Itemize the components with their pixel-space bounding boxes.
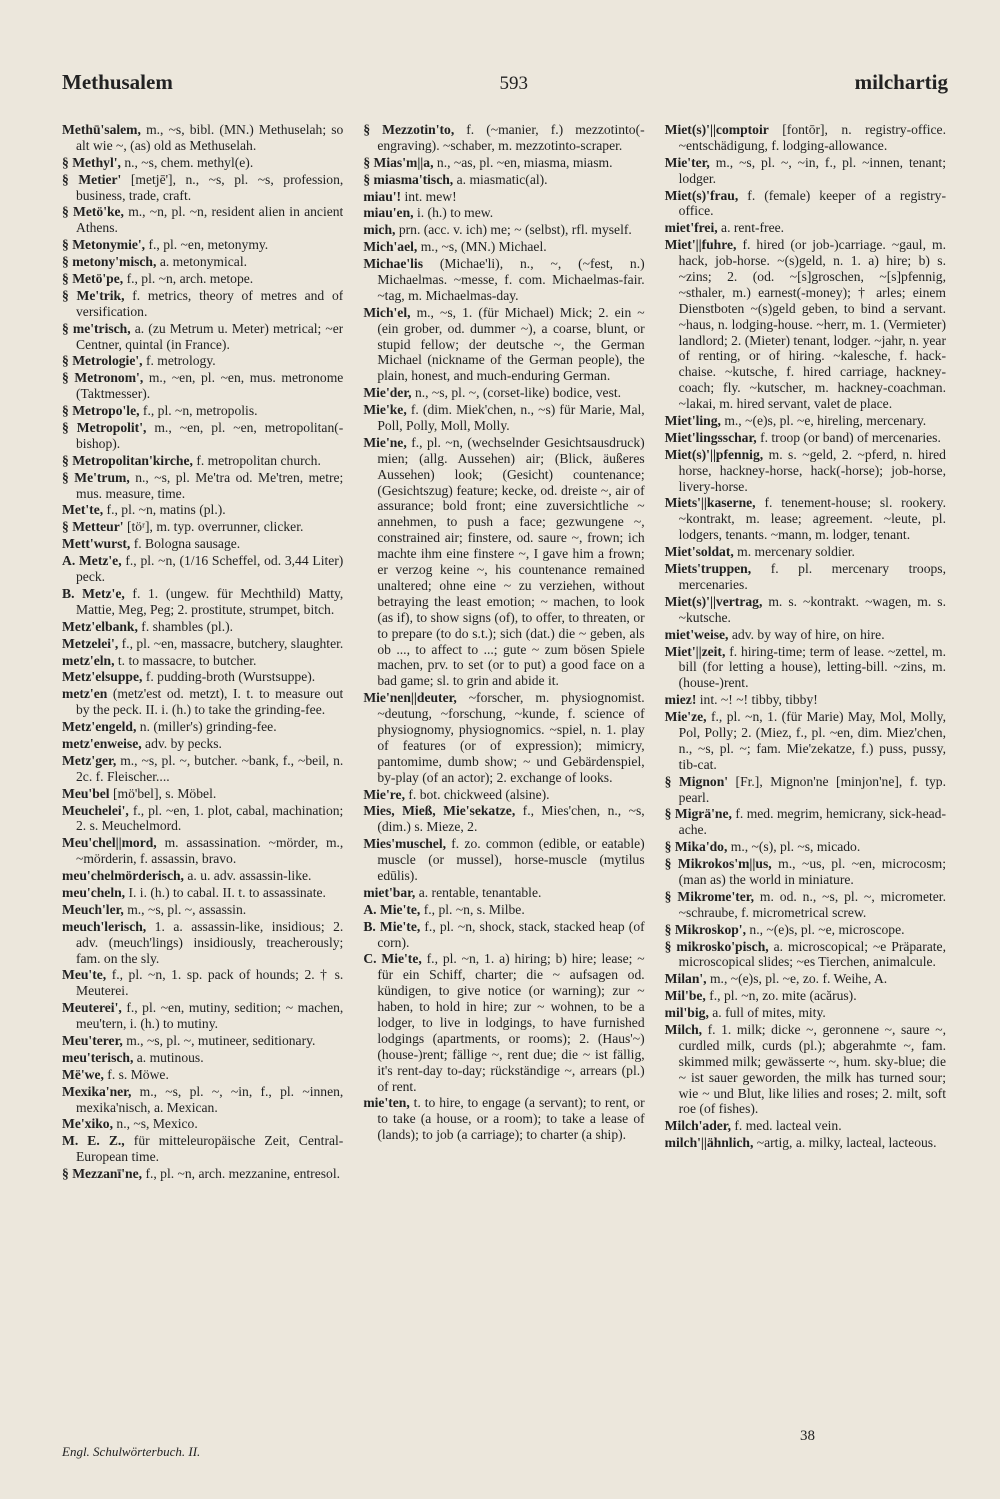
definition: I. i. (h.) to cabal. II. t. to assassinate. bbox=[128, 884, 326, 900]
dictionary-entry bbox=[62, 370, 343, 402]
dictionary-entry bbox=[62, 1133, 343, 1165]
dictionary-entry bbox=[665, 988, 946, 1004]
dictionary-entry bbox=[665, 561, 946, 593]
dictionary-entry bbox=[363, 1095, 644, 1143]
definition: f. (female) keeper of a registry-office. bbox=[678, 187, 946, 219]
headword: § Metropolitan'kirche, bbox=[62, 452, 193, 468]
headword: Met'te, bbox=[62, 502, 104, 518]
headword: Michae'lis bbox=[363, 256, 423, 272]
headword: Mich'el, bbox=[363, 304, 411, 320]
dictionary-entry bbox=[363, 385, 644, 401]
definition: m., ~s, pl. ~, mutineer, seditionary. bbox=[126, 1032, 316, 1048]
headword: § Mezzotin'to, bbox=[363, 122, 455, 137]
dictionary-entry bbox=[62, 686, 343, 718]
dictionary-entry bbox=[62, 885, 343, 901]
headword: miau'! bbox=[363, 188, 402, 204]
definition: a. microscopical; ~e Präparate, microscopical slides; ~es Tierchen, animalcule. bbox=[678, 938, 946, 970]
definition: a. mutinous. bbox=[136, 1049, 204, 1065]
dictionary-entry bbox=[363, 902, 644, 918]
headword: § Mikrome'ter, bbox=[664, 888, 754, 904]
headword: Mies, Mieß, Mie'sekatze, bbox=[363, 803, 516, 819]
dictionary-entry bbox=[665, 594, 946, 626]
definition: f. 1. (ungew. für Mechthild) Matty, Mattie, Meg, Peg; 2. prostitute, strumpet, bitch. bbox=[76, 585, 344, 617]
headword: Mil'be, bbox=[664, 988, 706, 1004]
definition: a. u. adv. assassin-like. bbox=[187, 868, 312, 884]
definition: f. pl. mercenary troops, mercenaries. bbox=[678, 561, 946, 592]
dictionary-entry bbox=[62, 653, 343, 669]
headword: metz'enweise, bbox=[62, 735, 142, 751]
definition: i. (h.) to mew. bbox=[416, 205, 494, 221]
headword: Milch'ader, bbox=[664, 1118, 731, 1134]
headword: § Mignon' bbox=[664, 773, 729, 789]
dictionary-entry bbox=[62, 553, 343, 585]
headword: § Metö'ke, bbox=[62, 204, 124, 220]
definition: (Michae'li), n., ~, (~fest, n.) Michaelmas. ~messe, f. com. Michaelmas-fair. ~tag, m. Michaelmas-day. bbox=[377, 256, 645, 303]
headword: Mie'ke, bbox=[363, 402, 407, 418]
definition: adv. by pecks. bbox=[145, 735, 222, 751]
headword: § mikrosko'pisch, bbox=[664, 938, 769, 954]
definition: [metjē'], n., ~s, pl. ~s, profession, business, trade, craft. bbox=[76, 171, 344, 203]
headword: B. Metz'e, bbox=[62, 585, 125, 601]
dictionary-entry bbox=[363, 690, 644, 785]
headword: Miets'||kaserne, bbox=[664, 495, 756, 511]
dictionary-entry bbox=[62, 470, 343, 502]
dictionary-entry bbox=[62, 967, 343, 999]
dictionary-entry bbox=[363, 305, 644, 384]
definition: t. to massacre, to butcher. bbox=[117, 652, 257, 668]
dictionary-entry bbox=[62, 453, 343, 469]
headword: § Me'trik, bbox=[62, 287, 125, 303]
headword: mie'ten, bbox=[363, 1095, 410, 1111]
dictionary-entry bbox=[62, 254, 343, 270]
dictionary-entry bbox=[665, 1135, 946, 1151]
headword: Metz'ger, bbox=[62, 752, 117, 768]
dictionary-entry bbox=[665, 922, 946, 938]
definition: f., Mies'chen, n., ~s, (dim.) s. Mieze, 2. bbox=[377, 803, 645, 835]
dictionary-entry bbox=[62, 519, 343, 535]
headword: Metzelei', bbox=[62, 635, 119, 651]
dictionary-entry bbox=[62, 1166, 343, 1182]
definition: f., pl. ~n, zo. mite (acărus). bbox=[709, 988, 857, 1004]
dictionary-entry bbox=[665, 774, 946, 806]
dictionary-entry bbox=[363, 189, 644, 205]
dictionary-entry bbox=[363, 239, 644, 255]
dictionary-entry bbox=[62, 636, 343, 652]
definition: f. metrology. bbox=[145, 353, 216, 369]
definition: a. full of mites, mity. bbox=[712, 1005, 826, 1021]
column-2 bbox=[361, 122, 644, 1442]
dictionary-entry bbox=[62, 403, 343, 419]
headword: Meu'te, bbox=[62, 967, 107, 983]
headword: B. Mie'te, bbox=[363, 918, 421, 934]
headword: Meuterei', bbox=[62, 1000, 122, 1016]
definition: f. hiring-time; term of lease. ~zettel, m. bill (for letting a house), letting-bill. ~zins, m. (house-)rent. bbox=[678, 643, 946, 691]
page-number: 593 bbox=[499, 73, 528, 94]
definition: m. s. ~kontrakt. ~wagen, m. s. ~kutsche. bbox=[678, 593, 946, 625]
definition: f., pl. ~en, mutiny, sedition; ~ machen, meu'tern, i. (h.) to mutiny. bbox=[76, 1000, 344, 1032]
definition: f. Bologna sausage. bbox=[133, 536, 241, 552]
dictionary-entry bbox=[665, 856, 946, 888]
definition: ~artig, a. milky, lacteal, lacteous. bbox=[756, 1135, 937, 1151]
definition: a. rent-free. bbox=[721, 220, 785, 236]
headword: Methū'salem, bbox=[62, 122, 141, 137]
headword: § Metier' bbox=[62, 171, 122, 187]
headword: Meu'bel bbox=[62, 785, 110, 801]
dictionary-entry bbox=[62, 502, 343, 518]
dictionary-entry bbox=[62, 619, 343, 635]
definition: f., pl. ~n, (wechselnder Gesichtsausdruck) mien; (allg. Aussehen) air; (Blick, äußeres Aussehen) look; (Gesicht) countenance; (Gesichtszug) feature; kecke, od. dreiste ~, air of assurance; bold front; eine zuversichtliche ~ annehmen, to push a face; gezwungene ~, constrained air; finstere, od. saure ~, frown; ich machte ihm eine finstere ~, I gave him a frown; er verzog keine ~, his countenance remained unaltered; ohne eine ~ zu verziehen, without betraying the least emotion; ~ machen, to look (as if), to show signs (of), to offer, to threaten, or to prepare (to do s.t.); sich (dat.) die ~ geben, als ob ..., to affect to ...; gute ~ zum bösen Spiele machen, prv. to set (or to put) a good face on a bad game; sl. to grin and abide it. bbox=[377, 434, 645, 689]
dictionary-entry bbox=[363, 256, 644, 304]
headword: mil'big, bbox=[664, 1005, 709, 1021]
headword: Meu'chel||mord, bbox=[62, 835, 157, 851]
dictionary-entry bbox=[363, 885, 644, 901]
headword: Milan', bbox=[664, 971, 707, 987]
headword: Metz'engeld, bbox=[62, 719, 137, 735]
definition: a. miasmatic(al). bbox=[456, 171, 548, 187]
headword: § me'trisch, bbox=[62, 320, 131, 336]
headword: Mie'der, bbox=[363, 385, 412, 401]
definition: [Fr.], Mignon'ne [minjon'ne], f. typ. pearl. bbox=[678, 773, 946, 805]
dictionary-entry bbox=[62, 803, 343, 835]
dictionary-entry bbox=[665, 155, 946, 187]
definition: int. mew! bbox=[404, 188, 457, 204]
dictionary-entry bbox=[62, 1116, 343, 1132]
dictionary-entry bbox=[363, 951, 644, 1094]
dictionary-entry bbox=[62, 288, 343, 320]
definition: f. s. Möwe. bbox=[107, 1066, 169, 1082]
definition: m. mercenary soldier. bbox=[737, 544, 855, 560]
headword: § metony'misch, bbox=[62, 254, 157, 270]
headword: miet'frei, bbox=[664, 220, 718, 236]
definition: f. med. megrim, hemicrany, sick-head-ache. bbox=[678, 806, 946, 838]
headword: milch'||ähnlich, bbox=[664, 1135, 754, 1151]
definition: f. metropolitan church. bbox=[196, 452, 321, 468]
dictionary-entry bbox=[665, 430, 946, 446]
definition: [fontōr], n. registry-office. ~entschädigung, f. lodging-allowance. bbox=[678, 122, 946, 153]
headword: § miasma'tisch, bbox=[363, 171, 454, 187]
headword: Meu'terer, bbox=[62, 1032, 123, 1048]
definition: n., ~(e)s, pl. ~e, microscope. bbox=[749, 921, 905, 937]
definition: m., ~s, pl. ~, ~in, f., pl. ~innen, mexika'nisch, a. Mexican. bbox=[76, 1083, 344, 1115]
dictionary-entry bbox=[62, 1033, 343, 1049]
dictionary-entry bbox=[363, 155, 644, 171]
definition: f. zo. common (edible, or eatable) muscle (or mussel), horse-muscle (mytilus edūlis). bbox=[377, 836, 645, 883]
running-head bbox=[62, 70, 948, 104]
dictionary-entry bbox=[62, 736, 343, 752]
definition: m., ~s, 1. (für Michael) Mick; 2. ein ~ (ein grober, od. dummer ~), a coarse, blunt, or stupid fellow; der deutsche ~, the German Michael (nickname of the German people), the plain, honest, and much-enduring German. bbox=[377, 304, 645, 384]
dictionary-entry bbox=[363, 402, 644, 434]
dictionary-entry bbox=[665, 971, 946, 987]
definition: f., pl. ~n, metropolis. bbox=[142, 403, 258, 419]
definition: m., ~s, pl. ~, ~in, f., pl. ~innen, tenant; lodger. bbox=[678, 154, 946, 186]
columns bbox=[62, 122, 946, 1442]
column-3 bbox=[663, 122, 946, 1442]
dictionary-entry bbox=[665, 806, 946, 838]
definition: f. 1. milk; dicke ~, geronnene ~, saure ~, curdled milk, curds (pl.); abgerahmte ~, fam. skimmed milk; gewässerte ~, hum. sky-blue; die ~ ist sauer geworden, the milk has turned sour; wie ~ und Blut, like lilies and roses; 2. milt, soft roe (of fishes). bbox=[678, 1021, 946, 1117]
headword: § Methyl', bbox=[62, 154, 121, 170]
definition: m., ~s, pl. ~, butcher. ~bank, f., ~beil, n. 2c. f. Fleischer.... bbox=[76, 752, 344, 784]
dictionary-entry bbox=[62, 719, 343, 735]
definition: f. tenement-house; sl. rookery. ~kontrakt, m. lease; agreement. ~leute, pl. lodgers, tenants. ~mann, m. lodger, tenant. bbox=[678, 495, 946, 543]
dictionary-entry bbox=[363, 122, 644, 154]
headword: § Mezzanī'ne, bbox=[62, 1166, 143, 1182]
headword: meu'chelmörderisch, bbox=[62, 868, 184, 884]
definition: m., ~s, pl. ~, assassin. bbox=[127, 901, 247, 917]
dictionary-entry bbox=[363, 919, 644, 951]
definition: n., ~s, Mexico. bbox=[116, 1116, 198, 1132]
headword: § Metonymie', bbox=[62, 237, 146, 253]
dictionary-entry bbox=[665, 495, 946, 543]
headword: Mie'ze, bbox=[664, 709, 707, 725]
headword: Mie'nen||deuter, bbox=[363, 690, 457, 706]
headword: M. E. Z., bbox=[62, 1133, 125, 1149]
dictionary-entry bbox=[665, 709, 946, 773]
headword: Miet(s)'||vertrag, bbox=[664, 593, 763, 609]
dictionary-entry bbox=[363, 787, 644, 803]
definition: f. metrics, theory of metres and of versification. bbox=[76, 287, 344, 319]
headword: § Me'trum, bbox=[62, 469, 130, 485]
dictionary-entry bbox=[62, 353, 343, 369]
headword: § Metropolit', bbox=[62, 420, 147, 436]
definition: m., ~us, pl. ~en, microcosm; (man as) the world in miniature. bbox=[678, 856, 946, 887]
dictionary-entry bbox=[665, 644, 946, 692]
headword: Miet(s)'frau, bbox=[664, 187, 739, 203]
headword: meuch'lerisch, bbox=[62, 918, 147, 934]
dictionary-entry bbox=[665, 447, 946, 495]
headword: Me'xiko, bbox=[62, 1116, 113, 1132]
headword: Metz'elsuppe, bbox=[62, 669, 143, 685]
definition: f., pl. ~n, 1. (für Marie) May, Mol, Molly, Pol, Polly; 2. (Miez, f., pl. ~en, dim. Miez'chen, n., ~s, pl. ~; fam. Mie'zekatze, f.) puss, pussy, tib-cat. bbox=[678, 709, 946, 772]
definition: m., ~s, (MN.) Michael. bbox=[420, 239, 547, 255]
definition: f. troop (or band) of mercenaries. bbox=[760, 429, 941, 445]
headword: Mie'ne, bbox=[363, 434, 407, 450]
definition: a. rentable, tenantable. bbox=[418, 884, 542, 900]
headword: Miet'lingsschar, bbox=[664, 429, 757, 445]
definition: n., ~as, pl. ~en, miasma, miasm. bbox=[436, 154, 613, 170]
definition: f. med. lacteal vein. bbox=[734, 1118, 842, 1134]
definition: f., pl. ~n, shock, stack, stacked heap (of corn). bbox=[377, 918, 645, 950]
dictionary-entry bbox=[665, 544, 946, 560]
dictionary-entry bbox=[62, 271, 343, 287]
headword: § Migrä'ne, bbox=[664, 806, 732, 822]
headword: Meuchelei', bbox=[62, 802, 129, 818]
headword: Mies'muschel, bbox=[363, 836, 447, 852]
dictionary-entry bbox=[62, 1000, 343, 1032]
headword: Miet(s)'||comptoir bbox=[664, 122, 769, 137]
headword: § Metteur' bbox=[62, 519, 124, 535]
definition: m., ~n, pl. ~n, resident alien in ancient Athens. bbox=[76, 204, 344, 236]
dictionary-entry bbox=[665, 1118, 946, 1134]
headword: § Mikroskop', bbox=[664, 921, 746, 937]
definition: n. (miller's) grinding-fee. bbox=[139, 719, 277, 735]
dictionary-entry bbox=[62, 536, 343, 552]
dictionary-entry bbox=[62, 321, 343, 353]
definition: m., ~en, pl. ~en, metropolitan(-bishop). bbox=[76, 420, 344, 451]
headword: § Metrologie', bbox=[62, 353, 143, 369]
definition: f., pl. ~en, 1. plot, cabal, machination; 2. s. Meuchelmord. bbox=[76, 802, 344, 834]
definition: f. hired (or job-)carriage. ~gaul, m. hack, job-horse. ~(s)geld, n. 1. a) hire; b) s. ~zins; 2. (od. ~[s]groschen, ~[s]pfennig, ~sthaler, m.) earnest(-money); † arles; einem Dienstboten ~(s)geld geben, to bind a servant. ~haus, n. lodging-house. ~herr, m. 1. (Vermieter) landlord; 2. (Mieter) tenant, lodger. ~jahr, n. year of renting, or of hiring. ~kalesche, f. hack-chaise. ~kutsche, f. hired carriage, hackney-coach; fly. ~kutscher, m. hackney-coachman. ~lakai, m. hired servant, valet de place. bbox=[678, 237, 946, 412]
headword: Miet'soldat, bbox=[664, 544, 734, 560]
dictionary-entry bbox=[62, 122, 343, 154]
dictionary-entry bbox=[665, 889, 946, 921]
dictionary-entry bbox=[665, 220, 946, 236]
definition: m. assassination. ~mörder, m., ~mörderin, f. assassin, bravo. bbox=[76, 835, 344, 867]
headword: Miet(s)'||pfennig, bbox=[664, 446, 764, 462]
definition: [töʳ], m. typ. overrunner, clicker. bbox=[126, 519, 304, 535]
headword: Meuch'ler, bbox=[62, 901, 124, 917]
headword: Mie'ter, bbox=[664, 154, 710, 170]
definition: f., pl. ~en, metonymy. bbox=[148, 237, 269, 253]
headword: metz'eln, bbox=[62, 652, 115, 668]
headword: Mich'ael, bbox=[363, 239, 418, 255]
dictionary-entry bbox=[665, 627, 946, 643]
headword: § Mias'm||a, bbox=[363, 154, 434, 170]
dictionary-entry bbox=[363, 172, 644, 188]
definition: m., ~(e)s, pl. ~e, hireling, mercenary. bbox=[724, 413, 927, 429]
headword: Mett'wurst, bbox=[62, 536, 131, 552]
dictionary-entry bbox=[363, 222, 644, 238]
dictionary-entry bbox=[665, 413, 946, 429]
headword: C. Mie'te, bbox=[363, 951, 422, 967]
headword: miet'weise, bbox=[664, 626, 729, 642]
dictionary-entry bbox=[665, 122, 946, 154]
dictionary-entry bbox=[62, 420, 343, 452]
dictionary-entry bbox=[62, 835, 343, 867]
dictionary-entry bbox=[62, 237, 343, 253]
definition: f., pl. ~n, matins (pl.). bbox=[106, 502, 226, 518]
headword: meu'cheln, bbox=[62, 884, 126, 900]
definition: n., ~s, chem. methyl(e). bbox=[124, 154, 254, 170]
definition: f. bot. chickweed (alsine). bbox=[408, 786, 550, 802]
definition: int. ~! ~! tibby, tibby! bbox=[699, 692, 818, 708]
dictionary-entry bbox=[62, 172, 343, 204]
headword: Metz'elbank, bbox=[62, 618, 138, 634]
definition: m., ~en, pl. ~en, mus. metronome (Taktmesser). bbox=[76, 370, 344, 402]
definition: ~forscher, m. physiognomist. ~deutung, ~forschung, ~kunde, f. science of physiognomy, physiognomics. ~spiel, n. 1. play of features (or of expression); mimicry, pantomime, dumb show; ~ und Gebärdenspiel, by-play (of an actor); 2. exchange of looks. bbox=[377, 690, 645, 785]
definition: f. (~manier, f.) mezzotinto(-engraving). ~schaber, m. mezzotinto-scraper. bbox=[377, 122, 645, 153]
definition: f., pl. ~n, (1/16 Scheffel, od. 3,44 Liter) peck. bbox=[76, 553, 344, 585]
headword: miez! bbox=[664, 692, 697, 708]
dictionary-entry bbox=[62, 669, 343, 685]
dictionary-entry bbox=[665, 237, 946, 412]
definition: f., pl. ~n, s. Milbe. bbox=[423, 901, 525, 917]
definition: [mö'bel], s. Möbel. bbox=[112, 785, 217, 801]
definition: f., pl. ~n, 1. a) hiring; b) hire; lease; ~ für ein Schiff, charter; die ~ aufsagen od. kündigen, to give notice (or warning); zur ~ haben, to hold in hire; zur ~ wohnen, to be a lodger, to live in lodgings, to have furnished lodgings (apartments, or rooms); 2. (Haus'~) (house-)rent; fällige ~, rent due; die ~ ist fällig, it's rent-day to-day; rückständige ~, arrears (pl.) of rent. bbox=[377, 951, 645, 1094]
dictionary-entry bbox=[62, 155, 343, 171]
dictionary-entry bbox=[665, 692, 946, 708]
definition: f. shambles (pl.). bbox=[141, 618, 234, 634]
dictionary-entry bbox=[665, 839, 946, 855]
headword: metz'en bbox=[62, 686, 108, 702]
definition: f., pl. ~en, massacre, butchery, slaughter. bbox=[121, 635, 344, 651]
dictionary-entry bbox=[363, 803, 644, 835]
dictionary-entry bbox=[62, 753, 343, 785]
definition: n., ~s, pl. ~, (corset-like) bodice, vest. bbox=[414, 385, 622, 401]
headword: meu'terisch, bbox=[62, 1049, 134, 1065]
headword: A. Mie'te, bbox=[363, 901, 421, 917]
headword: Mie're, bbox=[363, 786, 405, 802]
dictionary-entry bbox=[363, 205, 644, 221]
definition: prn. (acc. v. ich) me; ~ (selbst), rfl. myself. bbox=[398, 222, 632, 238]
definition: m. od. n., ~s, pl. ~, micrometer. ~schraube, f. micrometrical screw. bbox=[678, 888, 946, 920]
dictionary-entry bbox=[363, 435, 644, 689]
headword: Milch, bbox=[664, 1021, 703, 1037]
headword: miet'bar, bbox=[363, 884, 416, 900]
definition: (metz'est od. metzt), I. t. to measure out by the peck. II. i. (h.) to take the grinding-fee. bbox=[76, 686, 344, 718]
definition: n., ~s, pl. Me'tra od. Me'tren, metre; mus. measure, time. bbox=[76, 469, 344, 501]
signature-mark: 38 bbox=[800, 1428, 815, 1444]
headword: miau'en, bbox=[363, 205, 414, 221]
definition: m., ~(s), pl. ~s, micado. bbox=[730, 839, 861, 855]
dictionary-entry bbox=[62, 1084, 343, 1116]
headword: Më'we, bbox=[62, 1066, 104, 1082]
headword: Miet'||zeit, bbox=[664, 643, 726, 659]
definition: f. pudding-broth (Wurstsuppe). bbox=[145, 669, 316, 685]
headword: § Metropo'le, bbox=[62, 403, 140, 419]
dictionary-entry bbox=[62, 1067, 343, 1083]
dictionary-entry bbox=[62, 586, 343, 618]
column-1 bbox=[62, 122, 343, 1442]
definition: m. s. ~geld, 2. ~pferd, n. hired horse, hackney-horse, hack(-horse); job-horse, livery-horse. bbox=[678, 446, 946, 494]
dictionary-entry bbox=[363, 836, 644, 884]
dictionary-entry bbox=[62, 204, 343, 236]
headword: § Metronom', bbox=[62, 370, 144, 386]
headword: mich, bbox=[363, 222, 396, 238]
headword: Mexika'ner, bbox=[62, 1083, 132, 1099]
definition: f., pl. ~n, arch. metope. bbox=[126, 271, 254, 287]
definition: a. (zu Metrum u. Meter) metrical; ~er Centner, quintal (in France). bbox=[76, 320, 344, 352]
definition: für mitteleuropäische Zeit, Central-European time. bbox=[76, 1133, 344, 1165]
headword: Miet'||fuhre, bbox=[664, 237, 737, 253]
dictionary-entry bbox=[665, 1022, 946, 1117]
headword: A. Metz'e, bbox=[62, 553, 122, 569]
definition: f. (dim. Miek'chen, n., ~s) für Marie, Mal, Poll, Polly, Moll, Molly. bbox=[377, 402, 645, 434]
dictionary-entry bbox=[62, 1050, 343, 1066]
dictionary-entry bbox=[62, 919, 343, 967]
right-guide-word: milchartig bbox=[854, 70, 948, 94]
dictionary-entry bbox=[665, 1005, 946, 1021]
definition: t. to hire, to engage (a servant); to rent, or to take (a house, or a room); to take a lease of (lands); to job (a carriage); to charter (a ship). bbox=[377, 1095, 645, 1143]
headword: § Mikrokos'm||us, bbox=[664, 856, 772, 872]
footer-imprint: Engl. Schulwörterbuch. II. bbox=[62, 1444, 201, 1459]
definition: 1. a. assassin-like, insidious; 2. adv. (meuch'lings) insidiously, treacherously; fam. on the sly. bbox=[76, 918, 344, 966]
dictionary-entry bbox=[665, 939, 946, 971]
dictionary-entry bbox=[62, 868, 343, 884]
left-guide-word: Methusalem bbox=[62, 70, 173, 94]
headword: Miets'truppen, bbox=[664, 561, 752, 577]
headword: § Mika'do, bbox=[664, 839, 728, 855]
headword: Miet'ling, bbox=[664, 413, 721, 429]
definition: f., pl. ~n, 1. sp. pack of hounds; 2. † s. Meuterei. bbox=[76, 967, 344, 999]
definition: f., pl. ~n, arch. mezzanine, entresol. bbox=[145, 1166, 341, 1182]
definition: m., ~(e)s, pl. ~e, zo. f. Weihe, A. bbox=[709, 971, 888, 987]
headword: § Metö'pe, bbox=[62, 271, 124, 287]
dictionary-entry bbox=[62, 786, 343, 802]
definition: a. metonymical. bbox=[159, 254, 248, 270]
definition: m., ~s, bibl. (MN.) Methuselah; so alt wie ~, (as) old as Methuselah. bbox=[76, 122, 344, 153]
dictionary-entry bbox=[62, 902, 343, 918]
dictionary-entry bbox=[665, 188, 946, 220]
definition: adv. by way of hire, on hire. bbox=[731, 626, 885, 642]
